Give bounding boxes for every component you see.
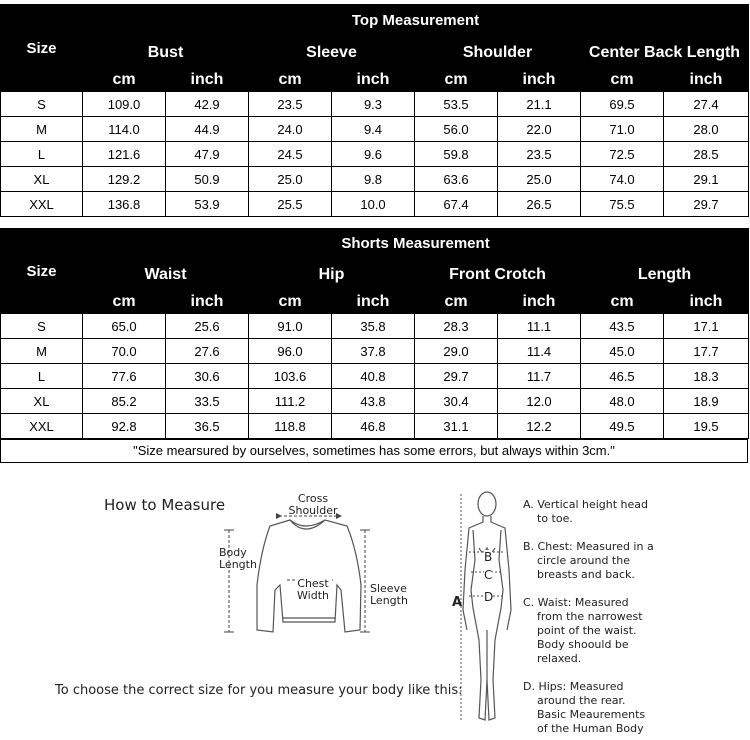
value-cell: 17.1 — [664, 314, 749, 339]
table-row — [1, 117, 749, 142]
table-row — [1, 142, 749, 167]
value-cell: 31.1 — [415, 414, 498, 439]
value-cell: 28.5 — [664, 142, 749, 167]
unit-header: inch — [166, 291, 249, 314]
value-cell: 12.0 — [498, 389, 581, 414]
value-cell: 109.0 — [83, 92, 166, 117]
value-cell: 40.8 — [332, 364, 415, 389]
how-to-measure-title: How to Measure — [104, 496, 226, 514]
top-measurement-table — [0, 4, 749, 217]
body-measure-lines — [461, 494, 505, 720]
value-cell: 23.5 — [249, 92, 332, 117]
table-row — [1, 314, 749, 339]
unit-header: cm — [415, 291, 498, 314]
value-cell: 48.0 — [581, 389, 664, 414]
value-cell: 118.8 — [249, 414, 332, 439]
size-header: Size — [1, 5, 83, 92]
marker-b: B — [484, 550, 493, 564]
table-row — [1, 389, 749, 414]
value-cell: 22.0 — [498, 117, 581, 142]
value-cell: 65.0 — [83, 314, 166, 339]
unit-header: cm — [581, 291, 664, 314]
value-cell: 29.7 — [664, 192, 749, 217]
value-cell: 9.6 — [332, 142, 415, 167]
value-cell: 18.9 — [664, 389, 749, 414]
value-cell: 17.7 — [664, 339, 749, 364]
value-cell: 27.6 — [166, 339, 249, 364]
value-cell: 29.1 — [664, 167, 749, 192]
value-cell: 121.6 — [83, 142, 166, 167]
value-cell: 92.8 — [83, 414, 166, 439]
value-cell: 25.0 — [498, 167, 581, 192]
unit-header: cm — [249, 69, 332, 92]
description-b: B. Chest: Measured in a circle around the breasts and back. — [523, 540, 654, 581]
unit-header-row — [1, 291, 749, 314]
group-header-front-crotch: Front Crotch — [415, 259, 581, 291]
value-cell: 29.0 — [415, 339, 498, 364]
sleeve-length-label: Sleeve Length — [370, 582, 408, 607]
value-cell: 27.4 — [664, 92, 749, 117]
group-header-sleeve: Sleeve — [249, 37, 415, 69]
value-cell: 24.5 — [249, 142, 332, 167]
size-cell: M — [1, 117, 83, 142]
group-header-hip: Hip — [249, 259, 415, 291]
value-cell: 114.0 — [83, 117, 166, 142]
value-cell: 25.0 — [249, 167, 332, 192]
value-cell: 75.5 — [581, 192, 664, 217]
size-cell: L — [1, 364, 83, 389]
value-cell: 43.5 — [581, 314, 664, 339]
unit-header: cm — [83, 291, 166, 314]
size-cell: M — [1, 339, 83, 364]
table-row — [1, 339, 749, 364]
group-header-waist: Waist — [83, 259, 249, 291]
unit-header: inch — [166, 69, 249, 92]
value-cell: 12.2 — [498, 414, 581, 439]
marker-a: A — [452, 595, 463, 610]
table-row — [1, 414, 749, 439]
group-header-row — [1, 259, 749, 291]
measurement-note: "Size mearsured by ourselves, sometimes has some errors, but always within 3cm." — [0, 439, 748, 463]
value-cell: 49.5 — [581, 414, 664, 439]
value-cell: 9.3 — [332, 92, 415, 117]
table-row — [1, 167, 749, 192]
group-header-length: Length — [581, 259, 749, 291]
value-cell: 96.0 — [249, 339, 332, 364]
unit-header: inch — [498, 69, 581, 92]
value-cell: 28.3 — [415, 314, 498, 339]
value-cell: 44.9 — [166, 117, 249, 142]
value-cell: 46.8 — [332, 414, 415, 439]
shorts-measurement-title: Shorts Measurement — [83, 229, 749, 259]
group-header-shoulder: Shoulder — [415, 37, 581, 69]
unit-header: cm — [83, 69, 166, 92]
group-header-center-back-length: Center Back Length — [581, 37, 749, 69]
unit-header: inch — [332, 291, 415, 314]
value-cell: 30.4 — [415, 389, 498, 414]
cross-shoulder-label: Cross Shoulder — [288, 492, 338, 517]
size-cell: S — [1, 92, 83, 117]
unit-header: inch — [664, 291, 749, 314]
value-cell: 30.6 — [166, 364, 249, 389]
size-cell: XXL — [1, 414, 83, 439]
table-row — [1, 364, 749, 389]
shorts-measurement-table — [0, 228, 749, 439]
value-cell: 59.8 — [415, 142, 498, 167]
value-cell: 23.5 — [498, 142, 581, 167]
value-cell: 45.0 — [581, 339, 664, 364]
value-cell: 72.5 — [581, 142, 664, 167]
value-cell: 77.6 — [83, 364, 166, 389]
value-cell: 35.8 — [332, 314, 415, 339]
value-cell: 37.8 — [332, 339, 415, 364]
size-cell: S — [1, 314, 83, 339]
value-cell: 24.0 — [249, 117, 332, 142]
value-cell: 111.2 — [249, 389, 332, 414]
chest-width-label: Chest Width — [295, 578, 331, 602]
value-cell: 11.4 — [498, 339, 581, 364]
size-header: Size — [1, 229, 83, 314]
body-figure — [445, 490, 515, 730]
value-cell: 91.0 — [249, 314, 332, 339]
table-row — [1, 92, 749, 117]
unit-header: inch — [498, 291, 581, 314]
value-cell: 29.7 — [415, 364, 498, 389]
value-cell: 11.7 — [498, 364, 581, 389]
group-header-bust: Bust — [83, 37, 249, 69]
value-cell: 71.0 — [581, 117, 664, 142]
size-cell: XL — [1, 389, 83, 414]
unit-header: inch — [332, 69, 415, 92]
description-d: D. Hips: Measured around the rear. Basic Meaurements of the Human Body — [523, 680, 646, 735]
unit-header-row — [1, 69, 749, 92]
value-cell: 50.9 — [166, 167, 249, 192]
value-cell: 46.5 — [581, 364, 664, 389]
size-cell: XXL — [1, 192, 83, 217]
value-cell: 25.6 — [166, 314, 249, 339]
unit-header: inch — [664, 69, 749, 92]
value-cell: 36.5 — [166, 414, 249, 439]
value-cell: 19.5 — [664, 414, 749, 439]
value-cell: 9.8 — [332, 167, 415, 192]
value-cell: 53.9 — [166, 192, 249, 217]
value-cell: 70.0 — [83, 339, 166, 364]
value-cell: 42.9 — [166, 92, 249, 117]
value-cell: 9.4 — [332, 117, 415, 142]
value-cell: 63.6 — [415, 167, 498, 192]
sweater-outline — [257, 520, 361, 632]
instruction-text: To choose the correct size for you measure your body like this: — [55, 683, 463, 698]
value-cell: 11.1 — [498, 314, 581, 339]
value-cell: 28.0 — [664, 117, 749, 142]
size-cell: L — [1, 142, 83, 167]
value-cell: 67.4 — [415, 192, 498, 217]
description-c: C. Waist: Measured from the narrowest point of the waist. Body shoould be relaxed. — [523, 596, 643, 665]
unit-header: cm — [581, 69, 664, 92]
description-a: A. Vertical height head to toe. — [523, 498, 649, 525]
value-cell: 26.5 — [498, 192, 581, 217]
value-cell: 53.5 — [415, 92, 498, 117]
unit-header: cm — [415, 69, 498, 92]
unit-header: cm — [249, 291, 332, 314]
marker-d: D — [484, 590, 494, 604]
value-cell: 56.0 — [415, 117, 498, 142]
value-cell: 69.5 — [581, 92, 664, 117]
body-length-label: Body Length — [219, 546, 257, 571]
group-header-row — [1, 37, 749, 69]
value-cell: 21.1 — [498, 92, 581, 117]
value-cell: 136.8 — [83, 192, 166, 217]
value-cell: 25.5 — [249, 192, 332, 217]
value-cell: 47.9 — [166, 142, 249, 167]
value-cell: 129.2 — [83, 167, 166, 192]
value-cell: 103.6 — [249, 364, 332, 389]
value-cell: 33.5 — [166, 389, 249, 414]
body-outline — [463, 492, 511, 720]
measure-arrows — [224, 516, 370, 632]
value-cell: 74.0 — [581, 167, 664, 192]
value-cell: 18.3 — [664, 364, 749, 389]
value-cell: 85.2 — [83, 389, 166, 414]
size-cell: XL — [1, 167, 83, 192]
top-measurement-title: Top Measurement — [83, 5, 749, 37]
marker-c: C — [484, 568, 493, 582]
table-row — [1, 192, 749, 217]
value-cell: 10.0 — [332, 192, 415, 217]
value-cell: 43.8 — [332, 389, 415, 414]
